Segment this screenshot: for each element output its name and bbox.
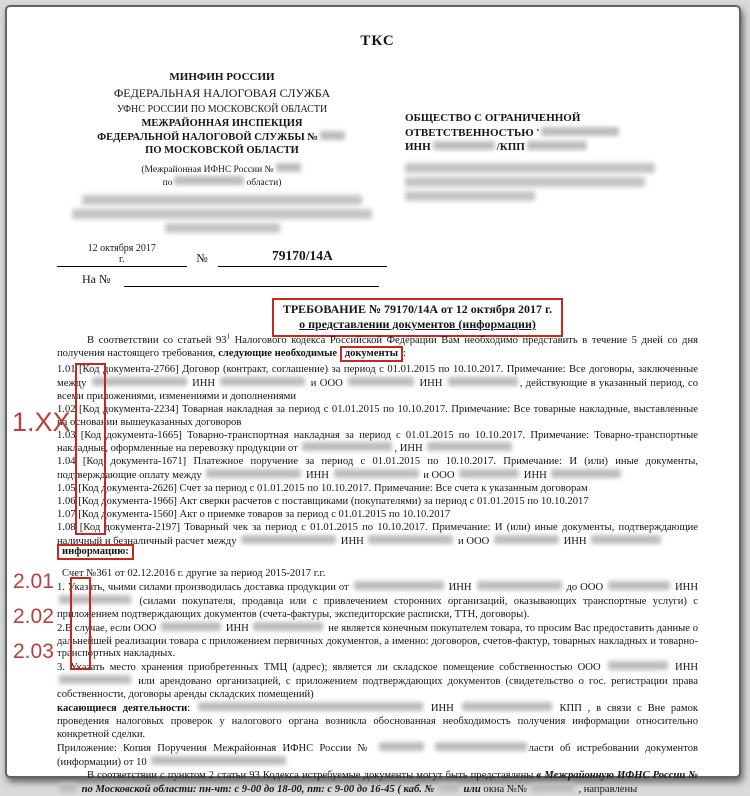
blurred-text [494,535,559,544]
sender-line: УФНС РОССИИ ПО МОСКОВСКОЙ ОБЛАСТИ [116,104,328,115]
blurred-text [433,141,495,150]
text-segment: ИНН [672,581,698,593]
text-segment: ИНН [425,703,460,715]
text-segment: ИНН [223,622,252,634]
page-title: ТКС [360,33,395,49]
blurred-text [405,191,535,201]
information-item [57,581,698,622]
documents-list [57,364,698,549]
blurred-text [334,469,419,478]
document-item [57,522,698,549]
text-segment: ласти об истребовании документов (информации) от 10 [57,742,698,768]
blurred-text [354,581,444,590]
text-segment: : [187,703,197,715]
annotation-202: 2.02 [13,605,54,628]
text-segment: и ООО [455,535,492,547]
sender-line-text: ФЕДЕРАЛЬНОЙ НАЛОГОВОЙ СЛУЖБЫ № [97,131,318,143]
annotation-203: 2.03 [13,640,54,663]
text-segment: 1.01 [Код документа-2766] Договор (контракт, соглашение) за период с 01.01.2015 по 10.10.2017. Примечание: Все договоры, заключенные между [57,364,698,389]
sender-block [57,69,387,267]
document-item [57,496,698,509]
text-segment: , действующие в указанный период, со всеми приложениями, изменениями и дополнениями [57,377,698,402]
footer-paragraph [57,770,698,796]
superscript-text: 1 [226,332,231,341]
text-segment: до ООО [563,581,607,593]
document-item [57,364,698,404]
text-segment: ИНН [445,581,475,593]
text-segment: В соответствии с пунктом 2 статьи 93 Кодекса истребуемые документы могут быть представлены [87,769,537,781]
document-item [57,404,698,430]
text-segment: ИНН [560,535,590,547]
blurred-text [253,622,323,631]
sender-line: МИНФИН РОССИИ [169,71,275,83]
recipient-block [405,69,698,267]
sender-line [57,131,387,145]
requirement-title-wrap [57,298,698,337]
recipient-inn-kpp [405,140,698,155]
kpp-label: /КПП [496,141,525,153]
attachment-paragraph [57,742,698,770]
blurred-text [320,131,345,140]
document-number: 79170/14А [218,248,387,267]
blurred-text [92,377,187,386]
document-date [57,243,187,267]
blurred-text [405,163,655,173]
requirement-title-highlight-box [272,298,563,337]
sender-line-text: области) [246,177,282,188]
reference-row [57,243,387,267]
blurred-text [348,377,414,386]
requirement-title-line2: о представлении документов (информации) [299,317,536,331]
text-segment: 3. Указать место хранения приобретенных ТМЦ (адрес); является ли складское помещение собственностью ООО [57,662,606,674]
information-section [57,546,698,796]
sender-line: ПО МОСКОВСКОЙ ОБЛАСТИ [145,145,299,156]
text-segment [426,743,432,754]
document-item [57,430,698,457]
number-sign: № [196,250,208,265]
blurred-text [151,756,286,765]
blurred-text [220,377,305,386]
blurred-text [241,535,336,544]
text-segment: 1.07 [Код документа-1560] Акт о приемке товаров за период с 01.01.2015 по 10.10.2017 [57,508,451,520]
blurred-text [165,223,280,233]
text-segment: 1.05 [Код документа-2626] Счет за период с 01.01.2015 по 10.10.2017. Примечание: Все счета к указанным договорам [57,483,588,495]
text-segment: Налогового кодекса Российской Федерации Вам необходимо представить в течение 5 дней со дня получения настоящего требования, [57,335,698,359]
text-segment: не является конечным покупателем товара, то просим Вас предоставить данные о дальнейшей реализации товара с приложением первичных документов, а именно: договоров, счетов-фактур, товарных накладных и товарно-транспортных накладных. [57,622,698,660]
date-text: 12 октября 2017 [87,242,156,254]
blurred-text [435,742,527,751]
blurred-text [59,675,131,684]
na-no-blank-line [124,272,379,287]
recipient-line [405,126,698,141]
blurred-text [477,581,562,590]
blurred-text [161,622,221,631]
annotation-201: 2.01 [13,570,54,593]
sender-line [57,176,387,189]
text-segment: ИНН [521,470,550,482]
document-item [57,483,698,496]
recipient-line-text: ОТВЕТСТВЕННОСТЬЮ ' [405,126,540,139]
blurred-text [459,469,519,478]
text-segment: ИНН [188,377,219,389]
recipient-line: ОБЩЕСТВО С ОГРАНИЧЕННОЙ [405,112,581,124]
annotation-1xx: 1.XX [12,407,71,437]
highlighted-word: документы [340,346,403,362]
information-label-highlight-box: информацию: [57,544,134,560]
text-segment: 1. Указать, чьими силами производилась доставка продукции от [57,581,352,593]
text-segment: и ООО [307,377,347,389]
document-item [57,456,698,483]
text-segment: касающиеся деятельности [57,703,188,715]
text-segment: ИНН [338,535,367,547]
text-segment: , направлены [575,783,638,795]
blurred-text [608,581,670,590]
blurred-text [405,177,645,187]
na-no-label: На № [82,272,111,286]
text-segment: В соответствии со статьей 93 [87,335,227,346]
text-segment: (силами покупателя, продавца или с привлечением сторонних организаций, оказывающих транспортные услуги) с приложением подтверждающих документов (счета-фактуры, экспедиторские расписки, ТТН, договоры). [57,595,698,620]
blurred-text [206,469,301,478]
blurred-text [462,702,552,711]
reply-reference-row [57,272,698,287]
requirement-title-line1: ТРЕБОВАНИЕ № 79170/14А от 12 октября 2017 г. [282,302,553,316]
sender-line-text: по [162,177,173,188]
account-line: Счет №361 от 02.12.2016 г. другие за период 2015-2017 г.г. [62,568,326,579]
document-page [5,5,741,795]
red-highlight-box-information-items [70,577,91,670]
text-segment: ИНН [303,470,332,482]
text-segment: окна №№ [483,783,530,795]
blurred-text [368,535,453,544]
blurred-text [541,127,619,136]
text-segment: в Межрайонную ИФНС России № [536,769,698,781]
text-segment: ИНН [416,377,446,389]
blurred-text [82,195,362,205]
text-segment: 1.08 [Код документа-2197] Товарный чек за период с 01.01.2015 по 10.10.2017. Примечание: И (или) иные документы, подтверждающие наличный и безналичный расчет между [57,521,698,547]
activity-paragraph [57,702,698,742]
blurred-text [174,176,244,185]
blurred-text [302,442,392,451]
inn-label: ИНН [405,141,431,153]
sender-address-blurred [57,195,387,233]
text-segment: : [403,347,406,359]
text-segment: КПП , в связи с Вне рамок проведения налоговых проверок у налогового органа возникла обоснованная необходимость получения информации относительно конкретной сделки. [57,703,699,740]
blurred-text [608,661,668,670]
blurred-text [439,783,459,792]
text-segment: по Московской области: пн-чт: с 9-00 до 18-00, пт: с 9-00 до 16-45 ( каб. № [79,783,437,795]
blurred-text [59,783,77,792]
document-item [57,509,698,522]
information-label-row [57,546,698,566]
sender-line [57,163,387,176]
text-segment: или арендовано организацией, с приложением подтверждающих документов (свидетельство о гос. регистрации права собственности, договоры аренды складских помещений) [57,676,698,701]
blurred-text [198,702,423,711]
information-item [57,622,698,662]
blurred-text [448,377,518,386]
text-segment: 1.04 [Код документа-1671] Платежное поручение за период с 01.01.2015 по 10.10.2017. Примечание: И (или) иные документы, подтверждающие оплату между [57,456,698,482]
red-highlight-box-document-codes [75,363,106,535]
date-suffix: г. [119,253,125,265]
text-segment: 2.В случае, если ООО [57,622,160,634]
sender-line: ФЕДЕРАЛЬНАЯ НАЛОГОВАЯ СЛУЖБА [113,86,331,100]
blurred-text [72,209,372,219]
blurred-text [379,742,424,751]
sender-line: МЕЖРАЙОННАЯ ИНСПЕКЦИЯ [141,118,303,129]
text-segment: и ООО [420,470,458,482]
text-segment: 1.03 [Код документа-1665] Товарно-транспортная накладная за период с 01.01.2015 по 10.10.2017. Примечание: Товарно-транспортные накладные, оформленные на перевозку продукции от [57,429,698,455]
text-segment: Приложение: Копия Поручения Межрайонная ИФНС России № [57,742,378,754]
intro-paragraph [57,332,698,361]
blurred-text [527,141,587,150]
blurred-text [591,535,661,544]
text-segment: или [460,783,484,795]
text-segment: ИНН [669,662,698,674]
blurred-text [427,442,512,451]
letterhead [57,69,698,267]
text-segment: 1.02 [Код документа-2234] Товарная накладная за период с 01.01.2015 по 10.10.2017. Примечание: Все товарные накладные, выставленные на основании вышеуказанных договоров [57,403,698,428]
recipient-address-blurred [405,163,698,201]
text-segment: следующие необходимые [218,347,340,359]
text-segment: 1.06 [Код документа-1966] Акт сверки расчетов с поставщиками (покупателями) за период с 01.01.2015 по 10.10.2017 [57,496,589,508]
sender-line-text: (Межрайонная ИФНС России № [141,164,274,175]
text-segment: , ИНН [394,443,426,455]
blurred-text [276,163,301,172]
blurred-text [551,469,621,478]
blurred-text [532,783,574,792]
information-item [57,661,698,702]
